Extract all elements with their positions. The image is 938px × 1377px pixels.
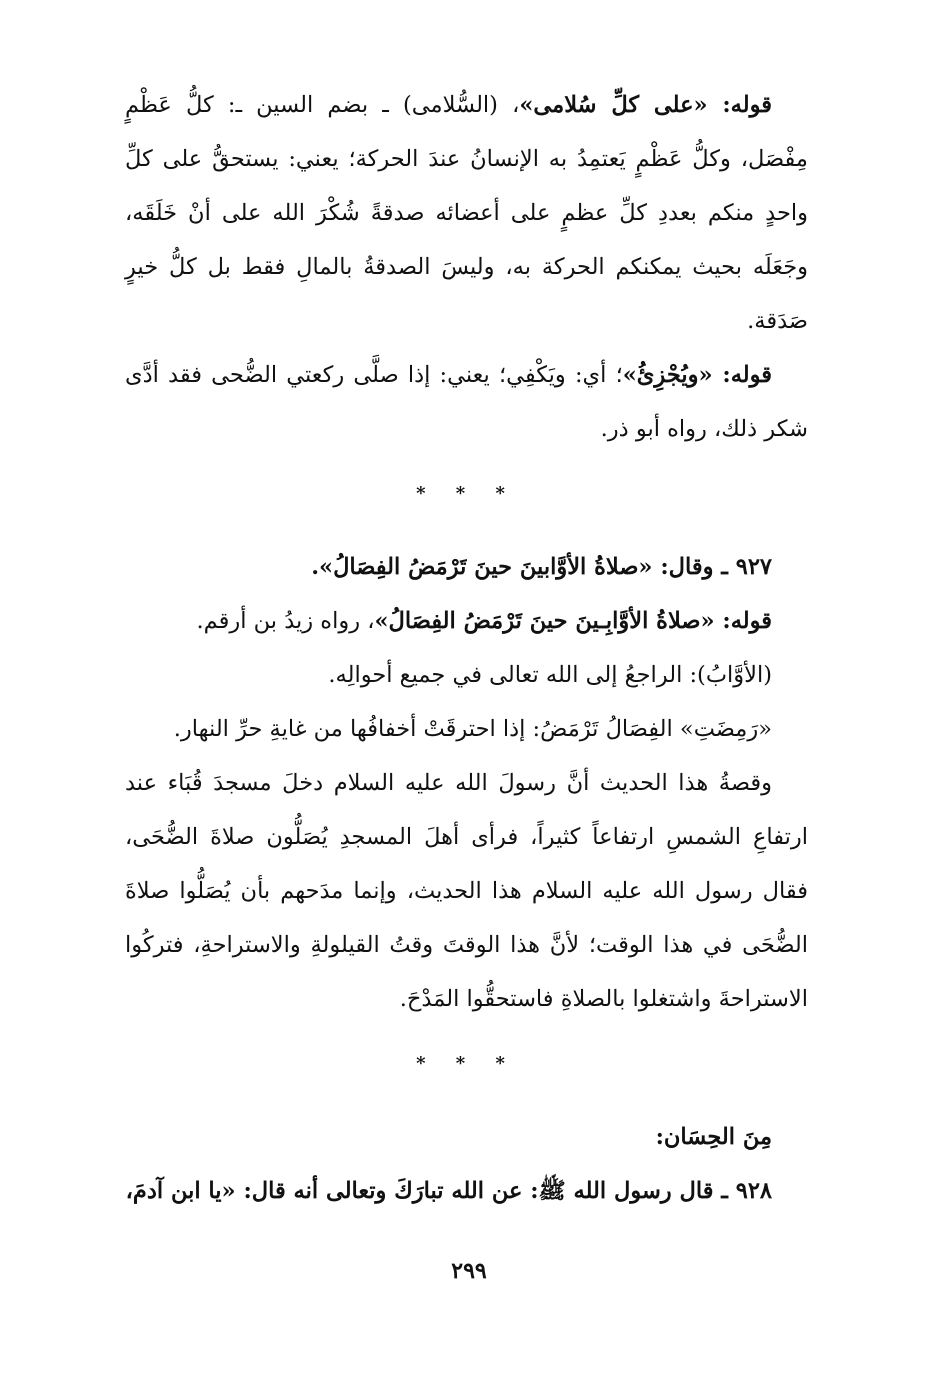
commentary-text: ، (السُّلامى) ـ بضم السين ـ: كلُّ عَظْمٍ مِفْصَل، وكلُّ عَظْمٍ يَعتمِدُ به الإنسانُ عندَ الحركة؛ يعني: يستحقُّ على كلِّ واحدٍ منكم بعددِ كلِّ عظمٍ على أعضائه صدقةً شُكْرَ الله على أنْ خَلَقَه، وجَعَلَه بحيث يمكنكم الحركة به، وليسَ الصدقةُ بالمالِ فقط بل كلُّ خيرٍ صَدَقة. [125,92,808,334]
commentary-paragraph: وقصةُ هذا الحديث أنَّ رسولَ الله عليه السلام دخلَ مسجدَ قُبَاء عند ارتفاعِ الشمسِ ارتفاعاً كثيراً، فرأى أهلَ المسجدِ يُصَلُّون صلاةَ الضُّحَى، فقال رسول الله عليه السلام هذا الحديث، وإنما مدَحهم بأن يُصَلُّوا صلاةَ الضُّحَى في هذا الوقت؛ لأنَّ هذا الوقتَ وقتُ القيلولةِ والاستراحةِ، فتركُوا الاستراحةَ واشتغلوا بالصلاةِ فاستحقُّوا المَدْحَ. [125,770,808,1012]
section-separator: * * * [416,483,517,504]
quoted-phrase: قوله: «ويُجْزِئُ» [622,362,772,388]
commentary-text: ؛ أي: ويَكْفِي؛ يعني: إذا صلَّى ركعتي الضُّحى فقد أدَّى شكر ذلك، رواه أبو ذر. [125,362,808,442]
commentary-paragraph [125,594,808,648]
commentary-text: ، رواه زيدُ بن أرقم. [196,608,375,634]
quoted-phrase: قوله: «صلاةُ الأوَّابِـينَ حينَ تَرْمَضُ الفِصَالُ» [374,608,772,634]
commentary-paragraph [125,348,808,456]
commentary-paragraph: (الأوَّابُ): الراجعُ إلى الله تعالى في جميع أحوالِه. [328,662,772,688]
hadith-title: ٩٢٨ ـ قال رسول الله ﷺ: عن الله تبارَكَ وتعالى أنه قال: «يا ابن آدمَ، [125,1178,772,1204]
quoted-phrase: قوله: «على كلِّ سُلامى» [519,92,772,118]
section-separator: * * * [416,1053,517,1074]
page-body [125,78,808,1218]
hadith-title: ٩٢٧ ـ وقال: «صلاةُ الأوَّابينَ حينَ تَرْمَضُ الفِصَالُ». [311,554,772,580]
commentary-paragraph [125,78,808,348]
page-number: ٢٩٩ [451,1258,487,1284]
section-heading: مِنَ الحِسَان: [655,1124,772,1150]
commentary-paragraph: «رَمِضَتِ» الفِصَالُ تَرْمَضُ: إذا احترقَتْ أخفافُها من غايةِ حرِّ النهار. [173,716,772,742]
